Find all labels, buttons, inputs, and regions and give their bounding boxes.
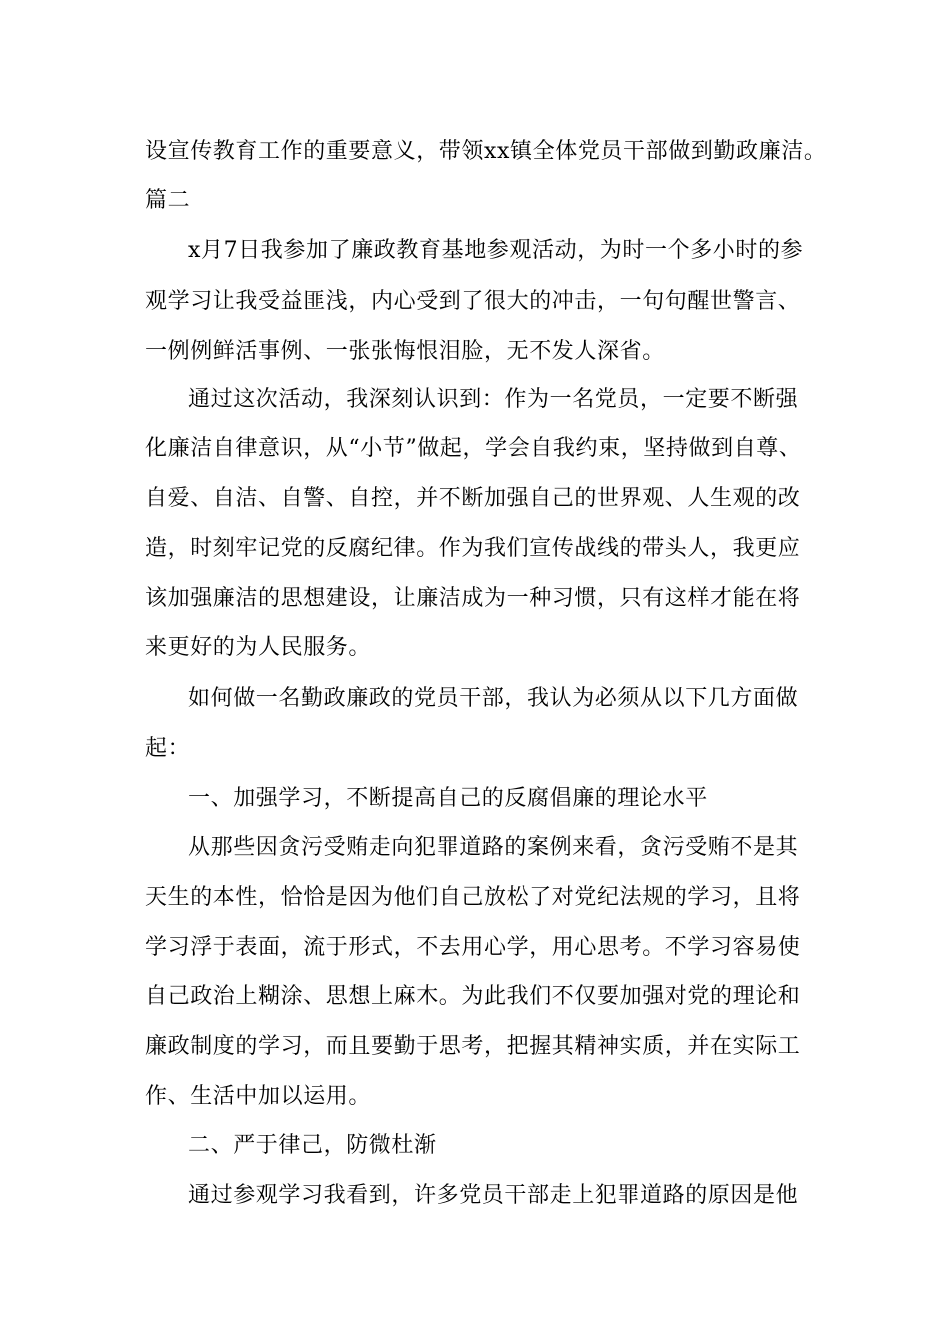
text-line: 观学习让我受益匪浅，内心受到了很大的冲击，一句句醒世警言、 <box>145 289 801 314</box>
text-line: 化廉洁自律意识，从“小节”做起，学会自我约束，坚持做到自尊、 <box>145 436 802 461</box>
paragraph-first-line: 通过这次活动，我深刻认识到：作为一名党员，一定要不断强 <box>188 387 799 412</box>
text-line: 该加强廉洁的思想建设，让廉洁成为一种习惯，只有这样才能在将 <box>145 586 801 611</box>
text-line: 一例例鲜活事例、一张张悔恨泪脸，无不发人深省。 <box>145 339 665 364</box>
text-line: 起： <box>145 736 191 761</box>
text-line: 自爱、自洁、自警、自控，并不断加强自己的世界观、人生观的改 <box>145 486 801 511</box>
subheading: 二、严于律己，防微杜渐 <box>188 1133 437 1158</box>
text-line: 造，时刻牢记党的反腐纪律。作为我们宣传战线的带头人，我更应 <box>145 536 801 561</box>
text-line: 天生的本性，恰恰是因为他们自己放松了对党纪法规的学习，且将 <box>145 885 801 910</box>
text-line: 自己政治上糊涂、思想上麻木。为此我们不仅要加强对党的理论和 <box>145 984 801 1009</box>
paragraph-first-line: 如何做一名勤政廉政的党员干部，我认为必须从以下几方面做 <box>188 686 799 711</box>
text-line: 设宣传教育工作的重要意义，带领xx镇全体党员干部做到勤政廉洁。 <box>145 139 827 164</box>
text-line: 学习浮于表面，流于形式，不去用心学，用心思考。不学习容易使 <box>145 935 801 960</box>
text-line: 来更好的为人民服务。 <box>145 635 372 660</box>
paragraph-first-line: x月7日我参加了廉政教育基地参观活动，为时一个多小时的参 <box>188 238 804 263</box>
text-line: 廉政制度的学习，而且要勤于思考，把握其精神实质，并在实际工 <box>145 1034 801 1059</box>
section-heading: 篇二 <box>145 188 191 213</box>
paragraph-first-line: 通过参观学习我看到，许多党员干部走上犯罪道路的原因是他 <box>188 1183 799 1208</box>
paragraph-first-line: 从那些因贪污受贿走向犯罪道路的案例来看，贪污受贿不是其 <box>188 835 799 860</box>
text-line: 作、生活中加以运用。 <box>145 1084 372 1109</box>
subheading: 一、加强学习，不断提高自己的反腐倡廉的理论水平 <box>188 786 708 811</box>
